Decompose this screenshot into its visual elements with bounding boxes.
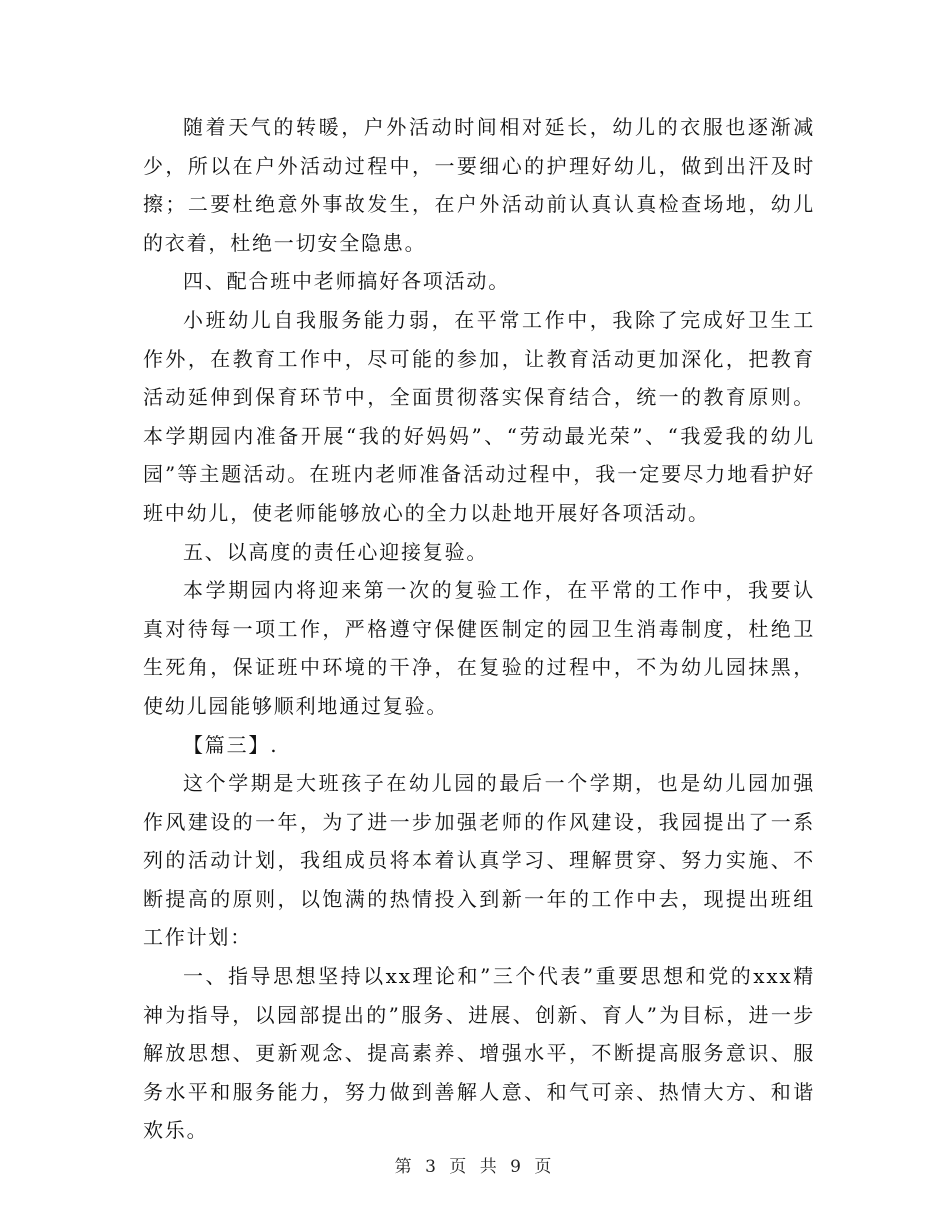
paragraph-guiding-thought: 一、指导思想坚持以xx理论和”三个代表”重要思想和党的xxx精神为指导，以园部提出的”服务、进展、创新、育人”为目标，进一步解放思想、更新观念、提高素养、增强水平，不断提高服务意识、服务水平和服务能力，努力做到善解人意、和气可亲、热情大方、和谐欢乐。 xyxy=(143,964,815,1143)
heading-part-three: 【篇三】. xyxy=(183,732,279,757)
paragraph-class-activities: 小班幼儿自我服务能力弱，在平常工作中，我除了完成好卫生工作外，在教育工作中，尽可能的参加，让教育活动更加深化，把教育活动延伸到保育环节中，全面贯彻落实保育结合，统一的教育原则。本学期园内准备开展“我的好妈妈”、“劳动最光荣”、“我爱我的幼儿园”等主题活动。在班内老师准备活动过程中，我一定要尽力地看护好班中幼儿，使老师能够放心的全力以赴地开展好各项活动。 xyxy=(143,307,815,525)
document-body xyxy=(143,108,815,1150)
heading-section-five: 五、以高度的责任心迎接复验。 xyxy=(183,539,489,564)
paragraph-reinspection: 本学期园内将迎来第一次的复验工作，在平常的工作中，我要认真对待每一项工作，严格遵守保健医制定的园卫生消毒制度，杜绝卫生死角，保证班中环境的干净，在复验的过程中，不为幼儿园抹黑，使幼儿园能够顺利地通过复验。 xyxy=(143,578,815,718)
page-number-footer: 第 3 页 共 9 页 xyxy=(394,1157,556,1177)
paragraph-outdoor-care: 随着天气的转暖，户外活动时间相对延长，幼儿的衣服也逐渐减少，所以在户外活动过程中，一要细心的护理好幼儿，做到出汗及时擦；二要杜绝意外事故发生，在户外活动前认真认真检查场地，幼儿的衣着，杜绝一切安全隐患。 xyxy=(143,115,815,255)
paragraph-semester-intro: 这个学期是大班孩子在幼儿园的最后一个学期，也是幼儿园加强作风建设的一年，为了进一步加强老师的作风建设，我园提出了一系列的活动计划，我组成员将本着认真学习、理解贯穿、努力实施、不断提高的原则，以饱满的热情投入到新一年的工作中去，现提出班组工作计划： xyxy=(143,771,815,950)
heading-section-four: 四、配合班中老师搞好各项活动。 xyxy=(183,269,510,294)
